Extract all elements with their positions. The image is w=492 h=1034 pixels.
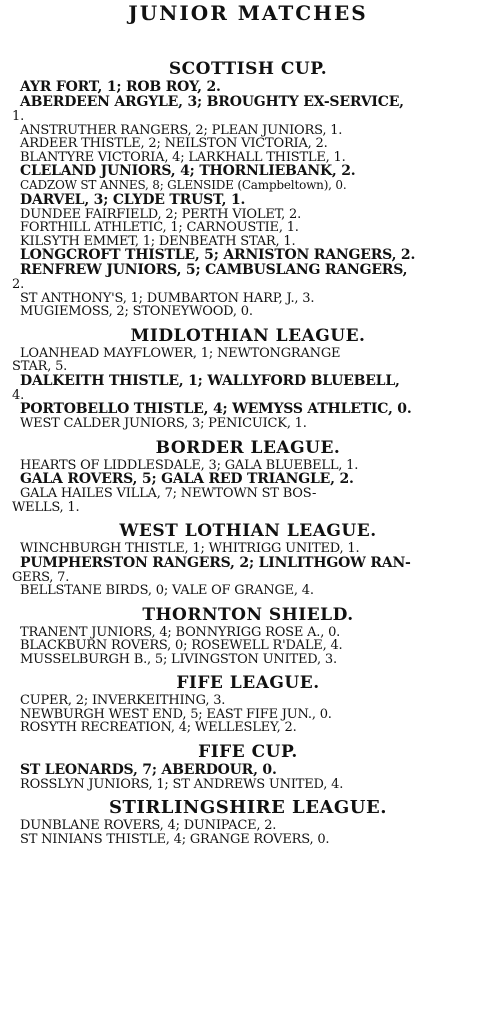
result-line: ROSYTH RECREATION, 4; WELLESLEY, 2. xyxy=(20,721,297,735)
result-line: MUSSELBURGH B., 5; LIVINGSTON UNITED, 3. xyxy=(20,652,337,666)
result-line: DUNBLANE ROVERS, 4; DUNIPACE, 2. xyxy=(20,819,277,833)
section-heading: BORDER LEAGUE. xyxy=(155,437,341,458)
result-line: ST LEONARDS, 7; ABERDOUR, 0. xyxy=(20,762,277,778)
section-scottish-cup xyxy=(12,58,484,319)
result-line: WINCHBURGH THISTLE, 1; WHITRIGG UNITED, 1. xyxy=(20,542,360,556)
section-fife-league xyxy=(12,672,484,735)
result-line: HEARTS OF LIDDLESDALE, 3; GALA BLUEBELL, 1. xyxy=(20,458,359,472)
result-line: CADZOW ST ANNES, 8; GLENSIDE (Campbeltown), 0. xyxy=(20,179,347,192)
result-line: ROSSLYN JUNIORS, 1; ST ANDREWS UNITED, 4. xyxy=(20,777,344,791)
result-line-continuation: WELLS, 1. xyxy=(12,500,80,514)
result-line: FORTHILL ATHLETIC, 1; CARNOUSTIE, 1. xyxy=(20,221,299,235)
result-line: DARVEL, 3; CLYDE TRUST, 1. xyxy=(20,192,246,208)
result-line: TRANENT JUNIORS, 4; BONNYRIGG ROSE A., 0. xyxy=(20,625,341,639)
page-title: JUNIOR MATCHES xyxy=(128,1,368,25)
result-line: LOANHEAD MAYFLOWER, 1; NEWTONGRANGE xyxy=(20,346,341,360)
result-line: ST ANTHONY'S, 1; DUMBARTON HARP, J., 3. xyxy=(20,291,315,305)
section-stirlingshire-league xyxy=(12,797,484,846)
result-line: AYR FORT, 1; ROB ROY, 2. xyxy=(20,80,221,95)
section-heading: WEST LOTHIAN LEAGUE. xyxy=(119,521,377,541)
result-line-continuation: 1. xyxy=(12,110,25,124)
result-line: ABERDEEN ARGYLE, 3; BROUGHTY EX-SERVICE, xyxy=(20,95,404,110)
result-line-continuation: 2. xyxy=(12,278,25,292)
result-line-continuation: STAR, 5. xyxy=(12,360,68,374)
section-heading: MIDLOTHIAN LEAGUE. xyxy=(130,325,366,346)
section-heading: THORNTON SHIELD. xyxy=(142,604,354,625)
result-line: BLACKBURN ROVERS, 0; ROSEWELL R'DALE, 4. xyxy=(20,639,343,653)
result-line: DUNDEE FAIRFIELD, 2; PERTH VIOLET, 2. xyxy=(20,207,302,221)
result-line: BLANTYRE VICTORIA, 4; LARKHALL THISTLE, 1. xyxy=(20,150,346,164)
result-line: GALA HAILES VILLA, 7; NEWTOWN ST BOS- xyxy=(20,487,317,501)
result-line: CUPER, 2; INVERKEITHING, 3. xyxy=(20,694,226,708)
section-heading: SCOTTISH CUP. xyxy=(168,59,328,79)
result-line-continuation: 4. xyxy=(12,388,25,402)
result-line: ANSTRUTHER RANGERS, 2; PLEAN JUNIORS, 1. xyxy=(20,123,343,137)
result-line: LONGCROFT THISTLE, 5; ARNISTON RANGERS, 2. xyxy=(20,248,416,263)
result-line: NEWBURGH WEST END, 5; EAST FIFE JUN., 0. xyxy=(20,707,332,721)
section-border-league xyxy=(12,437,484,515)
result-line: BELLSTANE BIRDS, 0; VALE OF GRANGE, 4. xyxy=(20,584,314,598)
result-line: GALA ROVERS, 5; GALA RED TRIANGLE, 2. xyxy=(20,472,354,487)
result-line: MUGIEMOSS, 2; STONEYWOOD, 0. xyxy=(20,305,253,319)
section-heading: FIFE LEAGUE. xyxy=(176,673,320,693)
section-heading: STIRLINGSHIRE LEAGUE. xyxy=(109,797,387,818)
result-line: KILSYTH EMMET, 1; DENBEATH STAR, 1. xyxy=(20,234,296,248)
result-line: PUMPHERSTON RANGERS, 2; LINLITHGOW RAN- xyxy=(20,555,411,571)
result-line: DALKEITH THISTLE, 1; WALLYFORD BLUEBELL, xyxy=(20,373,400,389)
section-heading: FIFE CUP. xyxy=(198,741,298,762)
section-west-lothian-league xyxy=(12,520,484,598)
result-line-continuation: GERS, 7. xyxy=(12,570,70,584)
result-line: PORTOBELLO THISTLE, 4; WEMYSS ATHLETIC, 0. xyxy=(20,402,412,417)
result-line: ST NINIANS THISTLE, 4; GRANGE ROVERS, 0. xyxy=(20,832,330,846)
section-midlothian-league xyxy=(12,325,484,431)
result-line: CLELAND JUNIORS, 4; THORNLIEBANK, 2. xyxy=(20,164,356,179)
result-line: WEST CALDER JUNIORS, 3; PENICUICK, 1. xyxy=(20,417,307,431)
result-line: ARDEER THISTLE, 2; NEILSTON VICTORIA, 2. xyxy=(20,137,328,151)
section-thornton-shield xyxy=(12,604,484,667)
section-fife-cup xyxy=(12,741,484,792)
result-line: RENFREW JUNIORS, 5; CAMBUSLANG RANGERS, xyxy=(20,263,408,278)
